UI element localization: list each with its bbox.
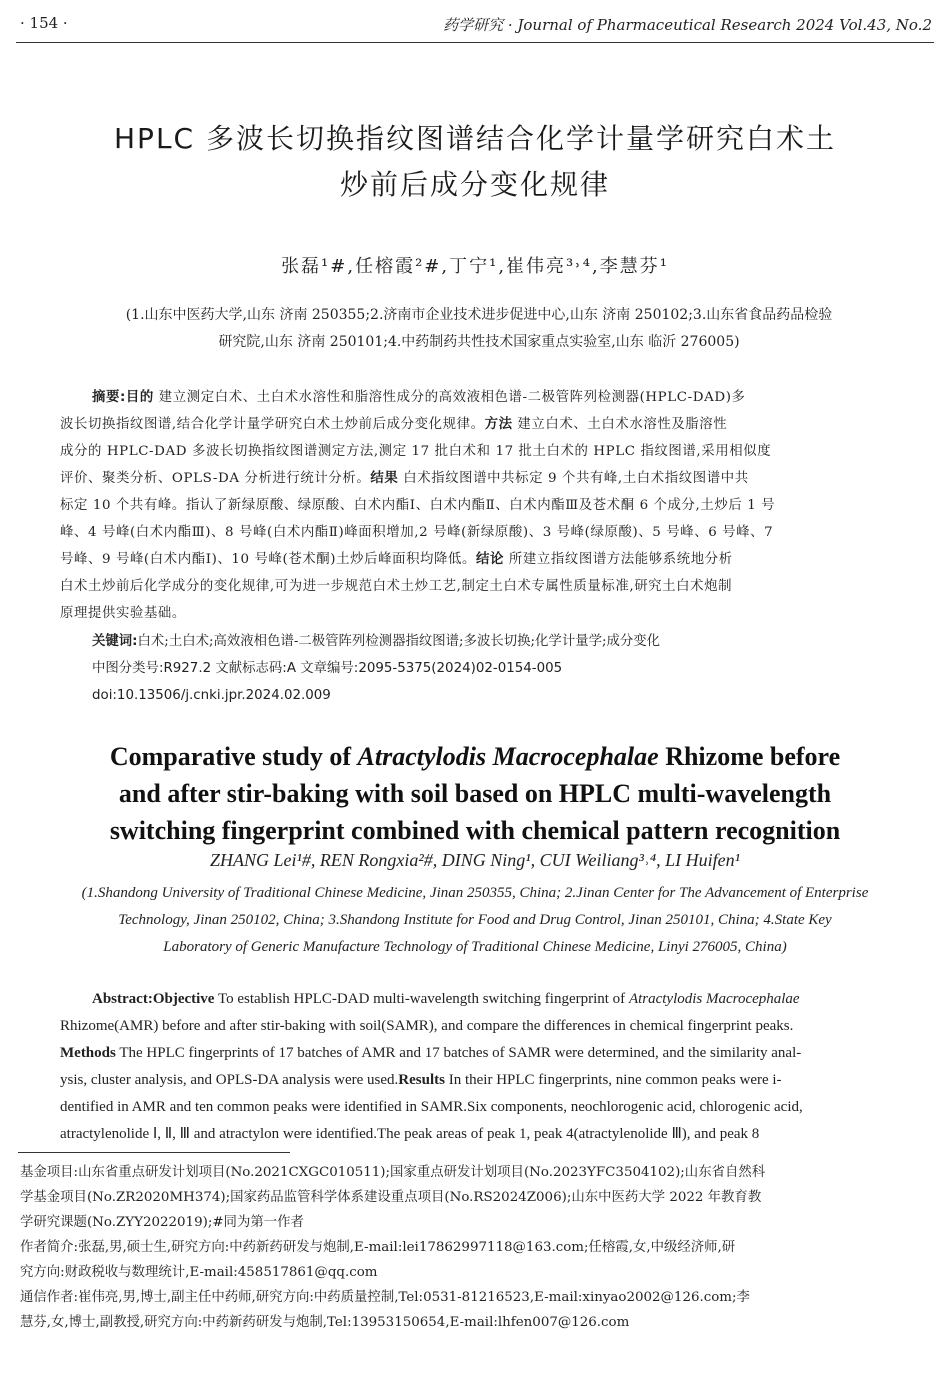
abstract-line	[60, 1067, 890, 1094]
keywords-line	[92, 628, 660, 655]
footnote-line: 究方向:财政税收与数理统计,E-mail:458517861@qq.com	[20, 1265, 378, 1280]
footnote-divider	[18, 1152, 290, 1153]
keywords-label: 关键词:	[92, 634, 138, 649]
methods-label: Methods	[60, 1045, 116, 1061]
chinese-title-line: HPLC 多波长切换指纹图谱结合化学计量学研究白术土	[114, 122, 836, 155]
abstract-text: 评价、聚类分析、OPLS-DA 分析进行统计分析。	[60, 471, 371, 486]
chinese-title-line: 炒前后成分变化规律	[339, 168, 610, 201]
english-title-line	[40, 738, 910, 775]
affiliation-line: (1.Shandong University of Traditional Chinese Medicine, Jinan 250355, China; 2.Jinan Center for The Advancement of Enterprise	[81, 885, 869, 901]
english-abstract	[60, 986, 890, 1148]
affiliation-line: Laboratory of Generic Manufacture Technology of Traditional Chinese Medicine, Linyi 276005, China)	[163, 939, 787, 955]
article-meta	[92, 628, 660, 709]
affiliation-line: Technology, Jinan 250102, China; 3.Shandong Institute for Food and Drug Control, Jinan 250101, China; 4.State Key	[118, 912, 832, 928]
page-number: · 154 ·	[20, 14, 68, 32]
abstract-line: atractylenolide Ⅰ, Ⅱ, Ⅲ and atractylon were identified.The peak areas of peak 1, peak 4(atractylenolide Ⅲ), and peak 8	[60, 1126, 760, 1142]
chinese-title	[40, 116, 910, 208]
affiliation-line: 研究院,山东 济南 250101;4.中药制药共性技术国家重点实验室,山东 临沂 276005)	[218, 334, 740, 350]
abstract-text: 所建立指纹图谱方法能够系统地分析	[508, 552, 733, 567]
chinese-affiliations	[60, 302, 898, 356]
abstract-text: 建立测定白术、土白术水溶性和脂溶性成分的高效液相色谱-二极管阵列检测器(HPLC-DAD)多	[158, 390, 746, 405]
doi-line: doi:10.13506/j.cnki.jpr.2024.02.009	[92, 688, 331, 703]
abstract-line: Rhizome(AMR) before and after stir-baking with soil(SAMR), and compare the differences in chemical fingerprint peaks.	[60, 1018, 794, 1034]
abstract-text: 波长切换指纹图谱,结合化学计量学研究白术土炒前后成分变化规律。	[60, 417, 485, 432]
title-text: Comparative study of	[109, 742, 358, 771]
footnote-line: 作者简介:张磊,男,硕士生,研究方向:中药新药研发与炮制,E-mail:lei17862997118@163.com;任榕霞,女,中级经济师,研	[20, 1240, 736, 1255]
abstract-line: 白术土炒前后化学成分的变化规律,可为进一步规范白术土炒工艺,制定土白术专属性质量标准,研究土白术炮制	[60, 579, 733, 594]
footnote-line: 通信作者:崔伟亮,男,博士,副主任中药师,研究方向:中药质量控制,Tel:0531-81216523,E-mail:xinyao2002@126.com;李	[20, 1290, 750, 1305]
title-text: Rhizome before	[658, 742, 841, 771]
abstract-line: 峰、4 号峰(白术内酯Ⅲ)、8 号峰(白术内酯Ⅱ)峰面积增加,2 号峰(新绿原酸)、3 号峰(绿原酸)、5 号峰、6 号峰、7	[60, 525, 774, 540]
english-title-line: and after stir-baking with soil based on HPLC multi-wavelength	[118, 779, 832, 808]
results-label: Results	[398, 1072, 445, 1088]
abstract-text: In their HPLC fingerprints, nine common peaks were i-	[448, 1072, 782, 1088]
abstract-text: The HPLC fingerprints of 17 batches of AMR and 17 batches of SAMR were determined, and the similarity anal-	[119, 1045, 802, 1061]
abstract-text: 建立白术、土白术水溶性及脂溶性	[517, 417, 728, 432]
abstract-text: ysis, cluster analysis, and OPLS-DA analysis were used.	[60, 1072, 399, 1088]
journal-header: 药学研究 · Journal of Pharmaceutical Research 2024 Vol.43, No.2	[443, 16, 932, 34]
abstract-text: 号峰、9 号峰(白术内酯Ⅰ)、10 号峰(苍术酮)土炒后峰面积均降低。	[60, 552, 477, 567]
abstract-line	[60, 465, 890, 492]
classification-line: 中图分类号:R927.2 文献标志码:A 文章编号:2095-5375(2024)02-0154-005	[92, 661, 563, 676]
english-title-line: switching fingerprint combined with chemical pattern recognition	[109, 816, 841, 845]
title-species: Atractylodis Macrocephalae	[357, 742, 659, 771]
chinese-abstract	[60, 384, 890, 627]
header-divider	[16, 42, 934, 43]
abstract-text: 白术指纹图谱中共标定 9 个共有峰,土白术指纹图谱中共	[403, 471, 749, 486]
methods-label: 方法	[484, 417, 513, 432]
abstract-line	[60, 411, 890, 438]
abstract-text: To establish HPLC-DAD multi-wavelength switching fingerprint of	[217, 991, 629, 1007]
english-authors: ZHANG Lei¹#, REN Rongxia²#, DING Ning¹, CUI Weiliang³˒⁴, LI Huifen¹	[209, 850, 741, 870]
affiliation-line: (1.山东中医药大学,山东 济南 250355;2.济南市企业技术进步促进中心,山东 济南 250102;3.山东省食品药品检验	[125, 307, 833, 323]
species-name: Atractylodis Macrocephalae	[628, 991, 800, 1007]
abstract-label: 摘要:目的	[92, 390, 154, 405]
english-title	[40, 738, 910, 849]
footnote-line: 基金项目:山东省重点研发计划项目(No.2021CXGC010511);国家重点研发计划项目(No.2023YFC3504102);山东省自然科	[20, 1165, 766, 1180]
abstract-line: 标定 10 个共有峰。指认了新绿原酸、绿原酸、白术内酯Ⅰ、白术内酯Ⅱ、白术内酯Ⅲ及苍术酮 6 个成分,土炒后 1 号	[60, 498, 776, 513]
abstract-line	[60, 1040, 890, 1067]
abstract-line: dentified in AMR and ten common peaks were identified in SAMR.Six components, neochlorogenic acid, chlorogenic acid,	[60, 1099, 803, 1115]
abstract-line	[60, 384, 890, 411]
conclusion-label: 结论	[476, 552, 505, 567]
results-label: 结果	[370, 471, 399, 486]
abstract-line	[60, 986, 890, 1013]
keywords-text: 白术;土白术;高效液相色谱-二极管阵列检测器指纹图谱;多波长切换;化学计量学;成分变化	[137, 634, 661, 649]
footnote-line: 学研究课题(No.ZYY2022019);#同为第一作者	[20, 1215, 304, 1230]
abstract-line: 原理提供实验基础。	[60, 606, 186, 621]
footnotes	[20, 1160, 932, 1335]
abstract-line: 成分的 HPLC-DAD 多波长切换指纹图谱测定方法,测定 17 批白术和 17 批土白术的 HPLC 指纹图谱,采用相似度	[60, 444, 772, 459]
abstract-line	[60, 546, 890, 573]
footnote-line: 慧芬,女,博士,副教授,研究方向:中药新药研发与炮制,Tel:13953150654,E-mail:lhfen007@126.com	[20, 1315, 630, 1330]
footnote-line: 学基金项目(No.ZR2020MH374);国家药品监管科学体系建设重点项目(No.RS2024Z006);山东中医药大学 2022 年教育教	[20, 1190, 762, 1205]
english-affiliations	[30, 880, 920, 961]
abstract-label: Abstract:Objective	[92, 991, 215, 1007]
chinese-authors: 张磊¹#,任榕霞²#,丁宁¹,崔伟亮³˒⁴,李慧芬¹	[281, 256, 669, 277]
